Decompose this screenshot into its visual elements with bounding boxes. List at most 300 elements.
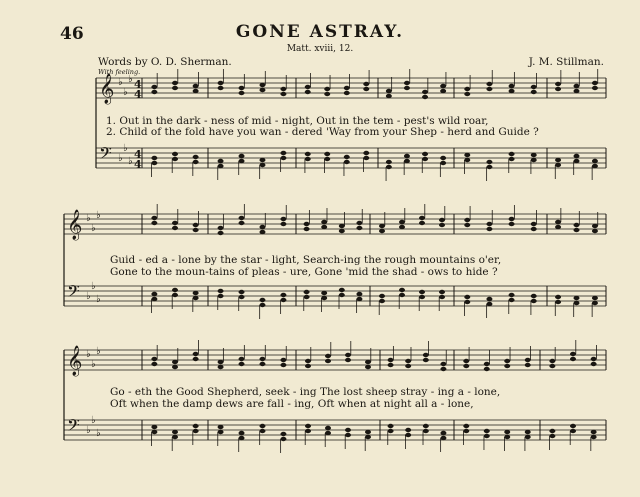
note-head: [570, 429, 576, 433]
note-head: [218, 289, 224, 293]
note-head: [555, 225, 561, 229]
note-head: [592, 86, 598, 90]
note-head: [570, 352, 576, 356]
note-head: [239, 159, 245, 163]
note-head: [345, 433, 351, 437]
note-head: [504, 435, 510, 439]
note-head: [151, 216, 157, 220]
note-head: [305, 85, 311, 89]
note-head: [405, 433, 411, 437]
note-head: [464, 158, 470, 162]
note-head: [440, 362, 446, 366]
bass-clef-icon: 𝄢: [67, 415, 80, 439]
note-head: [365, 360, 371, 364]
note-head: [239, 362, 245, 366]
note-head: [259, 88, 265, 92]
note-head: [325, 431, 331, 435]
note-head: [486, 302, 492, 306]
note-head: [193, 291, 199, 295]
note-head: [345, 428, 351, 432]
note-head: [464, 218, 470, 222]
note-head: [439, 223, 445, 227]
note-head: [486, 87, 492, 91]
note-head: [419, 221, 425, 225]
note-head: [280, 358, 286, 362]
treble-clef-icon: 𝄞: [99, 74, 115, 104]
note-head: [259, 158, 265, 162]
note-head: [345, 353, 351, 357]
note-head: [193, 296, 199, 300]
note-head: [509, 89, 515, 93]
flat-sign: ♭: [91, 223, 96, 234]
note-head: [440, 367, 446, 371]
note-head: [259, 362, 265, 366]
note-head: [440, 436, 446, 440]
note-head: [440, 84, 446, 88]
note-head: [379, 294, 385, 298]
treble-clef-icon: 𝄞: [67, 346, 83, 376]
note-head: [422, 90, 428, 94]
flat-sign: ♭: [118, 153, 123, 164]
note-head: [172, 81, 178, 85]
bass-clef-icon: 𝄢: [67, 281, 80, 305]
note-head: [365, 430, 371, 434]
note-head: [259, 357, 265, 361]
flat-sign: ♭: [91, 281, 96, 292]
note-head: [570, 424, 576, 428]
note-head: [356, 292, 362, 296]
note-head: [325, 359, 331, 363]
lyric-line-system3-verse2: Oft when the damp dews are fall - ing, Oft when at night all a - lone,: [110, 398, 474, 410]
note-head: [193, 228, 199, 232]
note-head: [574, 301, 580, 305]
note-head: [151, 161, 157, 165]
note-head: [280, 363, 286, 367]
note-head: [591, 435, 597, 439]
note-head: [591, 430, 597, 434]
note-head: [151, 221, 157, 225]
note-head: [531, 85, 537, 89]
note-head: [218, 86, 224, 90]
flat-sign: ♭: [123, 143, 128, 154]
note-head: [439, 295, 445, 299]
note-head: [172, 430, 178, 434]
note-head: [592, 301, 598, 305]
note-head: [379, 224, 385, 228]
note-head: [592, 81, 598, 85]
note-head: [365, 365, 371, 369]
note-head: [484, 434, 490, 438]
flat-sign: ♭: [86, 349, 91, 360]
note-head: [399, 220, 405, 224]
note-head: [363, 82, 369, 86]
note-head: [423, 358, 429, 362]
note-head: [305, 152, 311, 156]
flat-sign: ♭: [128, 156, 133, 167]
note-head: [324, 152, 330, 156]
note-head: [324, 87, 330, 91]
note-head: [172, 288, 178, 292]
note-head: [344, 86, 350, 90]
note-head: [591, 357, 597, 361]
flat-sign: ♭: [96, 294, 101, 305]
note-head: [218, 430, 224, 434]
note-head: [464, 300, 470, 304]
note-head: [399, 288, 405, 292]
note-head: [151, 430, 157, 434]
note-head: [504, 430, 510, 434]
note-head: [388, 424, 394, 428]
note-head: [321, 291, 327, 295]
note-head: [280, 298, 286, 302]
note-head: [324, 157, 330, 161]
note-head: [321, 225, 327, 229]
note-head: [193, 424, 199, 428]
note-head: [325, 354, 331, 358]
note-head: [325, 426, 331, 430]
note-head: [509, 84, 515, 88]
note-head: [555, 82, 561, 86]
time-signature-top: 4: [134, 148, 142, 161]
note-head: [305, 429, 311, 433]
note-head: [464, 223, 470, 227]
note-head: [280, 222, 286, 226]
note-head: [304, 227, 310, 231]
note-head: [422, 157, 428, 161]
lyricist-credit: Words by O. D. Sherman.: [98, 56, 232, 68]
note-head: [172, 226, 178, 230]
note-head: [305, 90, 311, 94]
hymn-title: GONE ASTRAY.: [235, 22, 405, 42]
note-head: [356, 221, 362, 225]
note-head: [591, 362, 597, 366]
note-head: [193, 84, 199, 88]
note-head: [531, 153, 537, 157]
note-head: [259, 230, 265, 234]
note-head: [419, 290, 425, 294]
note-head: [509, 222, 515, 226]
note-head: [405, 359, 411, 363]
note-head: [525, 363, 531, 367]
note-head: [386, 160, 392, 164]
note-head: [239, 290, 245, 294]
note-head: [574, 84, 580, 88]
note-head: [509, 298, 515, 302]
note-head: [193, 223, 199, 227]
flat-sign: ♭: [86, 291, 91, 302]
lyric-line-system2-verse2: Gone to the moun-tains of pleas - ure, Gone 'mid the shad - ows to hide ?: [110, 266, 498, 278]
flat-sign: ♭: [91, 415, 96, 426]
note-head: [172, 360, 178, 364]
note-head: [280, 87, 286, 91]
note-head: [305, 157, 311, 161]
note-head: [339, 293, 345, 297]
note-head: [405, 428, 411, 432]
note-head: [259, 303, 265, 307]
note-head: [151, 362, 157, 366]
note-head: [440, 161, 446, 165]
note-head: [304, 295, 310, 299]
note-head: [239, 436, 245, 440]
lyric-line-system3-verse1: Go - eth the Good Shepherd, seek - ing The lost sheep stray - ing a - lone,: [110, 386, 501, 398]
flat-sign: ♭: [118, 77, 123, 88]
note-head: [259, 298, 265, 302]
note-head: [151, 156, 157, 160]
note-head: [464, 87, 470, 91]
note-head: [339, 224, 345, 228]
note-head: [509, 217, 515, 221]
flat-sign: ♭: [128, 74, 133, 85]
note-head: [440, 431, 446, 435]
note-head: [280, 217, 286, 221]
flat-sign: ♭: [86, 213, 91, 224]
note-head: [386, 165, 392, 169]
note-head: [259, 424, 265, 428]
note-head: [239, 86, 245, 90]
note-head: [439, 290, 445, 294]
note-head: [304, 222, 310, 226]
note-head: [218, 294, 224, 298]
lyric-line-system1-verse2: 2. Child of the fold have you wan - dered 'Way from your Shep - herd and Guide ?: [106, 126, 539, 138]
note-head: [259, 225, 265, 229]
note-head: [379, 299, 385, 303]
note-head: [304, 290, 310, 294]
note-head: [356, 226, 362, 230]
note-head: [440, 89, 446, 93]
note-head: [463, 429, 469, 433]
note-head: [280, 92, 286, 96]
note-head: [399, 293, 405, 297]
note-head: [239, 216, 245, 220]
note-head: [486, 222, 492, 226]
note-head: [280, 293, 286, 297]
note-head: [151, 85, 157, 89]
note-head: [555, 158, 561, 162]
note-head: [218, 81, 224, 85]
note-head: [324, 92, 330, 96]
lyric-line-system1-verse1: 1. Out in the dark - ness of mid - night, Out in the tem - pest's wild roar,: [106, 115, 489, 127]
note-head: [419, 216, 425, 220]
note-head: [509, 152, 515, 156]
note-head: [218, 360, 224, 364]
note-head: [193, 429, 199, 433]
note-head: [386, 94, 392, 98]
flat-sign: ♭: [96, 210, 101, 221]
note-head: [484, 367, 490, 371]
note-head: [574, 296, 580, 300]
note-head: [525, 430, 531, 434]
note-head: [305, 359, 311, 363]
note-head: [218, 231, 224, 235]
note-head: [363, 87, 369, 91]
note-head: [464, 153, 470, 157]
note-head: [388, 358, 394, 362]
note-head: [218, 425, 224, 429]
note-head: [280, 156, 286, 160]
time-signature-bottom: 4: [134, 88, 142, 101]
flat-sign: ♭: [96, 346, 101, 357]
note-head: [574, 223, 580, 227]
note-head: [574, 154, 580, 158]
note-head: [259, 83, 265, 87]
note-head: [574, 228, 580, 232]
note-head: [172, 152, 178, 156]
note-head: [419, 295, 425, 299]
note-head: [531, 222, 537, 226]
note-head: [259, 429, 265, 433]
note-head: [525, 435, 531, 439]
note-head: [193, 89, 199, 93]
note-head: [356, 297, 362, 301]
note-head: [404, 159, 410, 163]
note-head: [549, 429, 555, 433]
note-head: [422, 95, 428, 99]
note-head: [486, 297, 492, 301]
note-head: [218, 164, 224, 168]
note-head: [280, 151, 286, 155]
flat-sign: ♭: [86, 425, 91, 436]
scripture-reference: Matt. xviii, 12.: [286, 44, 354, 54]
note-head: [531, 158, 537, 162]
note-head: [463, 359, 469, 363]
note-head: [151, 357, 157, 361]
page-number: 46: [60, 24, 84, 44]
note-head: [379, 229, 385, 233]
note-head: [592, 159, 598, 163]
note-head: [239, 221, 245, 225]
note-head: [239, 91, 245, 95]
note-head: [344, 160, 350, 164]
time-signature-bottom: 4: [134, 158, 142, 171]
note-head: [151, 90, 157, 94]
note-head: [399, 225, 405, 229]
note-head: [439, 218, 445, 222]
flat-sign: ♭: [96, 428, 101, 439]
note-head: [386, 89, 392, 93]
note-head: [509, 157, 515, 161]
note-head: [365, 435, 371, 439]
flat-sign: ♭: [123, 87, 128, 98]
note-head: [555, 220, 561, 224]
note-head: [440, 156, 446, 160]
note-head: [151, 297, 157, 301]
note-head: [423, 353, 429, 357]
note-head: [525, 358, 531, 362]
note-head: [305, 364, 311, 368]
note-head: [239, 295, 245, 299]
note-head: [259, 163, 265, 167]
note-head: [344, 91, 350, 95]
note-head: [172, 435, 178, 439]
note-head: [218, 365, 224, 369]
note-head: [570, 357, 576, 361]
note-head: [280, 432, 286, 436]
note-head: [363, 151, 369, 155]
note-head: [509, 293, 515, 297]
note-head: [531, 90, 537, 94]
note-head: [574, 89, 580, 93]
treble-clef-icon: 𝄞: [67, 210, 83, 240]
note-head: [404, 154, 410, 158]
note-head: [363, 156, 369, 160]
note-head: [549, 359, 555, 363]
note-head: [193, 357, 199, 361]
note-head: [555, 300, 561, 304]
note-head: [592, 164, 598, 168]
tempo-marking: With feeling.: [98, 68, 141, 76]
note-head: [555, 87, 561, 91]
note-head: [463, 424, 469, 428]
note-head: [486, 160, 492, 164]
note-head: [423, 424, 429, 428]
note-head: [531, 227, 537, 231]
note-head: [531, 299, 537, 303]
note-head: [423, 429, 429, 433]
lyric-line-system2-verse1: Guid - ed a - lone by the star - light, Search-ing the rough mountains o'er,: [110, 254, 502, 266]
note-head: [339, 288, 345, 292]
note-head: [151, 425, 157, 429]
note-head: [388, 363, 394, 367]
note-head: [549, 434, 555, 438]
note-head: [555, 295, 561, 299]
note-head: [464, 295, 470, 299]
note-head: [239, 357, 245, 361]
note-head: [463, 364, 469, 368]
note-head: [172, 86, 178, 90]
note-head: [172, 157, 178, 161]
bass-clef-icon: 𝄢: [99, 143, 112, 167]
note-head: [484, 429, 490, 433]
composer-credit: J. M. Stillman.: [528, 56, 604, 68]
note-head: [172, 221, 178, 225]
note-head: [305, 424, 311, 428]
note-head: [339, 229, 345, 233]
note-head: [549, 364, 555, 368]
note-head: [172, 365, 178, 369]
note-head: [504, 359, 510, 363]
note-head: [239, 431, 245, 435]
note-head: [484, 362, 490, 366]
note-head: [239, 154, 245, 158]
flat-sign: ♭: [91, 359, 96, 370]
note-head: [388, 429, 394, 433]
note-head: [504, 364, 510, 368]
note-head: [486, 82, 492, 86]
note-head: [345, 358, 351, 362]
note-head: [193, 155, 199, 159]
note-head: [464, 92, 470, 96]
time-signature-top: 4: [134, 78, 142, 91]
note-head: [321, 220, 327, 224]
note-head: [344, 155, 350, 159]
note-head: [218, 159, 224, 163]
note-head: [404, 86, 410, 90]
note-head: [486, 227, 492, 231]
note-head: [592, 229, 598, 233]
note-head: [151, 292, 157, 296]
note-head: [172, 293, 178, 297]
note-head: [321, 296, 327, 300]
note-head: [193, 160, 199, 164]
note-head: [404, 81, 410, 85]
note-head: [422, 152, 428, 156]
note-head: [486, 165, 492, 169]
note-head: [218, 226, 224, 230]
note-head: [555, 163, 561, 167]
note-head: [592, 296, 598, 300]
note-head: [574, 159, 580, 163]
note-head: [280, 437, 286, 441]
